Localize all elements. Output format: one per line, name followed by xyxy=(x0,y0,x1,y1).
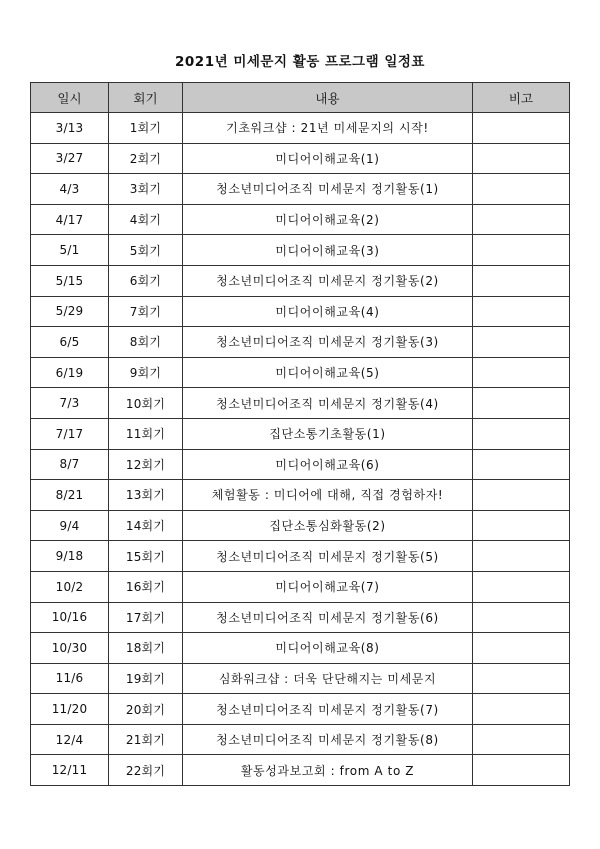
cell-date: 5/15 xyxy=(31,265,109,296)
cell-date: 8/21 xyxy=(31,480,109,511)
cell-date: 12/11 xyxy=(31,755,109,786)
column-header-session: 회기 xyxy=(109,83,183,113)
table-row xyxy=(31,602,570,633)
cell-session: 19회기 xyxy=(109,663,183,694)
column-header-note: 비고 xyxy=(473,83,570,113)
cell-note xyxy=(473,265,570,296)
cell-date: 6/5 xyxy=(31,327,109,358)
cell-date: 11/6 xyxy=(31,663,109,694)
cell-content: 미디어이해교육(3) xyxy=(183,235,473,266)
cell-session: 1회기 xyxy=(109,113,183,144)
table-row xyxy=(31,510,570,541)
table-row xyxy=(31,694,570,725)
table-row xyxy=(31,541,570,572)
table-row xyxy=(31,327,570,358)
cell-content: 청소년미디어조직 미세문지 정기활동(2) xyxy=(183,265,473,296)
column-header-content: 내용 xyxy=(183,83,473,113)
cell-content: 미디어이해교육(2) xyxy=(183,204,473,235)
cell-session: 21회기 xyxy=(109,724,183,755)
table-row xyxy=(31,113,570,144)
cell-date: 4/3 xyxy=(31,174,109,205)
table-row xyxy=(31,480,570,511)
cell-content: 청소년미디어조직 미세문지 정기활동(5) xyxy=(183,541,473,572)
cell-session: 12회기 xyxy=(109,449,183,480)
cell-session: 5회기 xyxy=(109,235,183,266)
cell-content: 집단소통심화활동(2) xyxy=(183,510,473,541)
cell-content: 청소년미디어조직 미세문지 정기활동(8) xyxy=(183,724,473,755)
cell-content: 청소년미디어조직 미세문지 정기활동(3) xyxy=(183,327,473,358)
cell-note xyxy=(473,510,570,541)
cell-session: 4회기 xyxy=(109,204,183,235)
cell-note xyxy=(473,571,570,602)
cell-session: 6회기 xyxy=(109,265,183,296)
cell-date: 7/3 xyxy=(31,388,109,419)
cell-content: 기초워크샵 : 21년 미세문지의 시작! xyxy=(183,113,473,144)
cell-content: 청소년미디어조직 미세문지 정기활동(4) xyxy=(183,388,473,419)
cell-note xyxy=(473,174,570,205)
cell-date: 3/13 xyxy=(31,113,109,144)
table-row xyxy=(31,143,570,174)
cell-session: 2회기 xyxy=(109,143,183,174)
cell-session: 17회기 xyxy=(109,602,183,633)
cell-note xyxy=(473,541,570,572)
cell-note xyxy=(473,755,570,786)
cell-date: 7/17 xyxy=(31,418,109,449)
table-row xyxy=(31,449,570,480)
cell-note xyxy=(473,327,570,358)
cell-session: 9회기 xyxy=(109,357,183,388)
page-title: 2021년 미세문지 활동 프로그램 일정표 xyxy=(175,54,425,70)
cell-date: 10/2 xyxy=(31,571,109,602)
cell-content: 미디어이해교육(6) xyxy=(183,449,473,480)
cell-note xyxy=(473,449,570,480)
table-row xyxy=(31,663,570,694)
cell-note xyxy=(473,633,570,664)
cell-content: 청소년미디어조직 미세문지 정기활동(7) xyxy=(183,694,473,725)
cell-session: 15회기 xyxy=(109,541,183,572)
table-row xyxy=(31,571,570,602)
cell-note xyxy=(473,235,570,266)
cell-content: 활동성과보고회 : from A to Z xyxy=(183,755,473,786)
table-row xyxy=(31,755,570,786)
cell-note xyxy=(473,694,570,725)
cell-content: 심화워크샵 : 더욱 단단해지는 미세문지 xyxy=(183,663,473,694)
cell-content: 청소년미디어조직 미세문지 정기활동(1) xyxy=(183,174,473,205)
cell-content: 미디어이해교육(4) xyxy=(183,296,473,327)
table-row xyxy=(31,235,570,266)
table-header xyxy=(31,83,570,113)
table-body xyxy=(31,113,570,786)
header-row xyxy=(31,83,570,113)
table-row xyxy=(31,265,570,296)
cell-date: 4/17 xyxy=(31,204,109,235)
cell-content: 미디어이해교육(5) xyxy=(183,357,473,388)
cell-note xyxy=(473,388,570,419)
column-header-date: 일시 xyxy=(31,83,109,113)
cell-note xyxy=(473,204,570,235)
cell-note xyxy=(473,296,570,327)
table-row xyxy=(31,296,570,327)
cell-session: 11회기 xyxy=(109,418,183,449)
cell-note xyxy=(473,143,570,174)
cell-date: 3/27 xyxy=(31,143,109,174)
cell-content: 미디어이해교육(8) xyxy=(183,633,473,664)
table-row xyxy=(31,724,570,755)
cell-content: 집단소통기초활동(1) xyxy=(183,418,473,449)
table-row xyxy=(31,174,570,205)
cell-date: 8/7 xyxy=(31,449,109,480)
cell-date: 9/18 xyxy=(31,541,109,572)
table-row xyxy=(31,204,570,235)
cell-session: 3회기 xyxy=(109,174,183,205)
cell-session: 16회기 xyxy=(109,571,183,602)
cell-note xyxy=(473,480,570,511)
cell-note xyxy=(473,113,570,144)
cell-date: 5/29 xyxy=(31,296,109,327)
cell-session: 14회기 xyxy=(109,510,183,541)
cell-date: 11/20 xyxy=(31,694,109,725)
table-row xyxy=(31,633,570,664)
cell-content: 미디어이해교육(7) xyxy=(183,571,473,602)
cell-session: 8회기 xyxy=(109,327,183,358)
cell-note xyxy=(473,724,570,755)
cell-note xyxy=(473,357,570,388)
schedule-table xyxy=(30,82,570,786)
cell-content: 미디어이해교육(1) xyxy=(183,143,473,174)
cell-date: 12/4 xyxy=(31,724,109,755)
cell-date: 10/16 xyxy=(31,602,109,633)
table-row xyxy=(31,388,570,419)
cell-content: 체험활동 : 미디어에 대해, 직접 경험하자! xyxy=(183,480,473,511)
cell-date: 10/30 xyxy=(31,633,109,664)
cell-date: 9/4 xyxy=(31,510,109,541)
cell-note xyxy=(473,418,570,449)
cell-content: 청소년미디어조직 미세문지 정기활동(6) xyxy=(183,602,473,633)
cell-note xyxy=(473,663,570,694)
cell-session: 20회기 xyxy=(109,694,183,725)
cell-session: 7회기 xyxy=(109,296,183,327)
cell-date: 6/19 xyxy=(31,357,109,388)
cell-session: 22회기 xyxy=(109,755,183,786)
cell-date: 5/1 xyxy=(31,235,109,266)
cell-note xyxy=(473,602,570,633)
cell-session: 13회기 xyxy=(109,480,183,511)
table-row xyxy=(31,357,570,388)
table-row xyxy=(31,418,570,449)
cell-session: 18회기 xyxy=(109,633,183,664)
cell-session: 10회기 xyxy=(109,388,183,419)
